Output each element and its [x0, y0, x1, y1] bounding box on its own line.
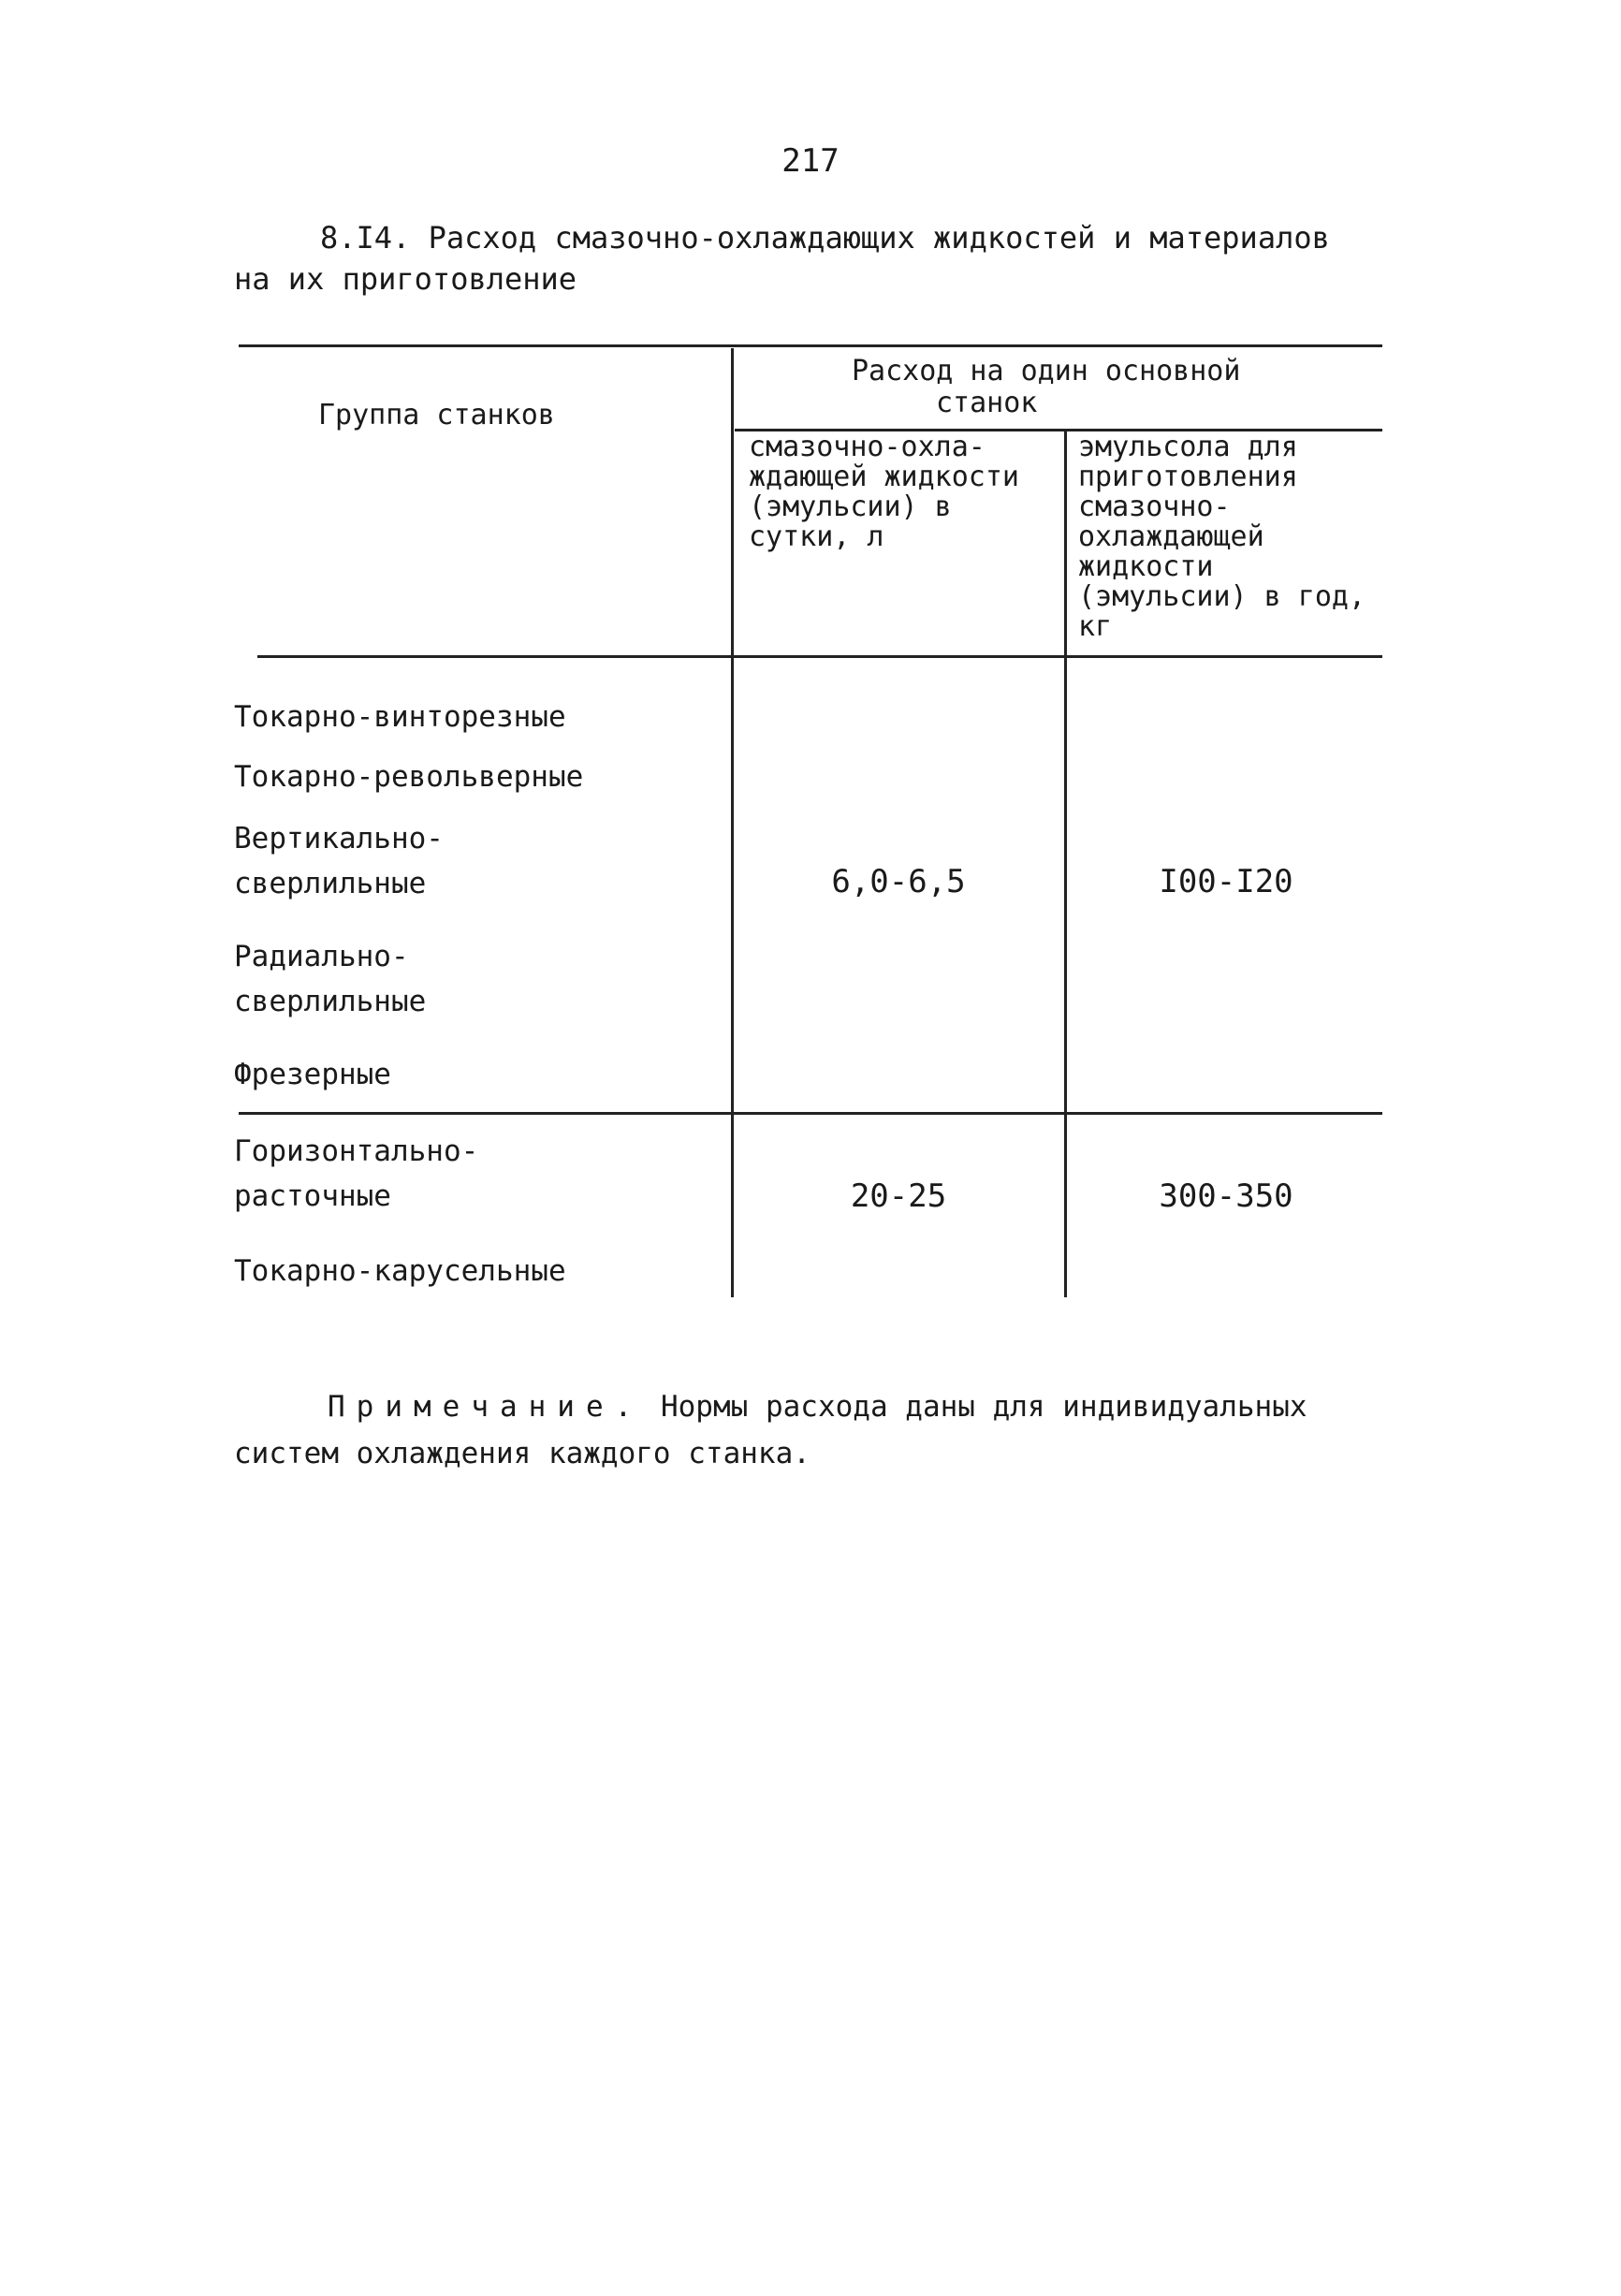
footnote-text-1: Нормы расхода даны для индивидуальных	[660, 1390, 1307, 1424]
section-title-line-2: на их приготовление	[234, 261, 577, 297]
section-title	[234, 217, 1395, 300]
footnote-line-1	[234, 1383, 1404, 1430]
machine-vertical-drilling: Вертикально- сверлильные	[234, 822, 444, 900]
header-consumption-line-2: станок	[936, 387, 1038, 419]
group-2-fluid-per-day: 20-25	[850, 1177, 947, 1215]
machine-radial-drilling: Радиально- сверлильные	[234, 940, 427, 1018]
machine-horizontal-boring: Горизонтально- расточные	[234, 1134, 479, 1213]
table-top-rule	[239, 344, 1382, 347]
machine-turret-lathe: Токарно-револьверные	[234, 760, 584, 794]
header-emulsol-per-year: эмульсола для приготовления смазочно- охлаждающей жидкости (эмульсии) в год, кг	[1078, 431, 1366, 643]
column-divider-2	[1064, 431, 1067, 1297]
footnote	[234, 1383, 1404, 1477]
header-consumption	[739, 356, 1376, 419]
footnote-label: Примечание.	[328, 1390, 644, 1424]
page-number: 217	[781, 142, 840, 180]
header-bottom-rule	[257, 655, 1382, 658]
group-divider-rule	[239, 1112, 1382, 1115]
machine-milling: Фрезерные	[234, 1058, 391, 1091]
column-divider-1	[731, 348, 734, 1297]
header-fluid-per-day: смазочно-охла- ждающей жидкости (эмульсии) в сутки, л	[749, 431, 1019, 553]
footnote-text-2: систем охлаждения каждого станка.	[234, 1437, 810, 1470]
group-1-fluid-per-day: 6,0-6,5	[831, 863, 966, 900]
machine-vertical-turning: Токарно-карусельные	[234, 1254, 566, 1288]
group-2-emulsol-per-year: 300-350	[1159, 1177, 1293, 1215]
section-title-line-1: 8.I4. Расход смазочно-охлаждающих жидкостей и материалов	[320, 220, 1330, 256]
header-machine-group: Группа станков	[318, 399, 555, 431]
machine-lathe-screw-cutting: Токарно-винторезные	[234, 700, 566, 734]
group-1-emulsol-per-year: I00-I20	[1159, 863, 1293, 900]
header-consumption-line-1: Расход на один основной	[852, 355, 1241, 388]
